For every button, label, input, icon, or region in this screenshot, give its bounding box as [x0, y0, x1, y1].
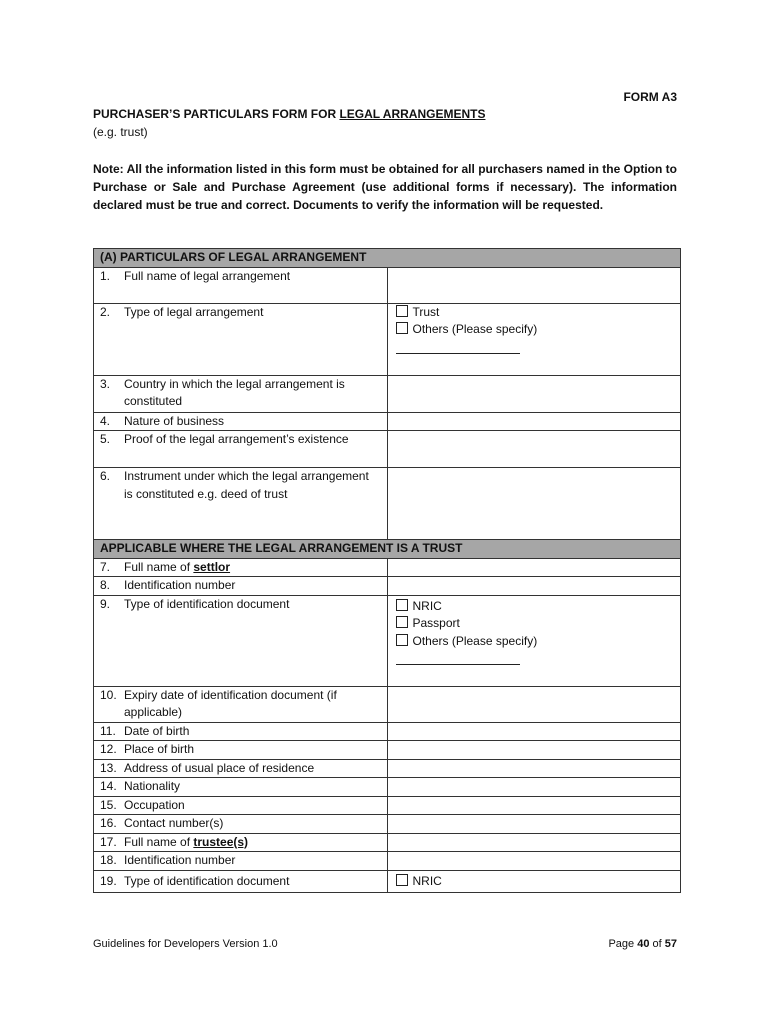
- id-expiry-field[interactable]: [387, 686, 681, 722]
- others-specify-line[interactable]: [396, 651, 520, 665]
- date-of-birth-field[interactable]: [387, 722, 681, 741]
- nric-checkbox[interactable]: [396, 599, 408, 611]
- row-label: [94, 870, 388, 892]
- form-subtitle: (e.g. trust): [93, 125, 148, 139]
- legal-arrangement-name-field[interactable]: [387, 267, 681, 303]
- item-number: 5.: [100, 432, 111, 446]
- settlor-id-number-field[interactable]: [387, 577, 681, 596]
- item-number: 8.: [100, 578, 111, 592]
- section-a-heading: (A) PARTICULARS OF LEGAL ARRANGEMENT: [94, 249, 681, 268]
- option-label: NRIC: [412, 873, 442, 888]
- item-label: Occupation: [124, 797, 185, 812]
- passport-checkbox[interactable]: [396, 616, 408, 628]
- trustee-name-field[interactable]: [387, 833, 681, 852]
- item-label: Identification number: [124, 578, 236, 592]
- item-label: Contact number(s): [124, 816, 224, 830]
- item-number: 14.: [100, 779, 117, 793]
- page-current: 40: [637, 938, 650, 950]
- item-number: 11.: [100, 723, 116, 738]
- item-number: 13.: [100, 760, 117, 775]
- option-label: NRIC: [412, 598, 442, 613]
- country-field[interactable]: [387, 375, 681, 412]
- trust-section-heading: APPLICABLE WHERE THE LEGAL ARRANGEMENT IS A TRUST: [94, 540, 681, 559]
- nature-of-business-field[interactable]: [387, 412, 681, 431]
- item-number: 18.: [100, 853, 117, 867]
- item-label: Place of birth: [124, 742, 195, 756]
- item-label: Type of legal arrangement: [124, 304, 264, 319]
- item-number: 9.: [100, 596, 111, 611]
- option-passport: [394, 615, 675, 633]
- occupation-field[interactable]: [387, 796, 681, 815]
- instrument-field[interactable]: [387, 468, 681, 540]
- option-nric: [394, 598, 675, 616]
- item-number: 3.: [100, 376, 111, 391]
- others-specify-line[interactable]: [396, 340, 520, 354]
- item-label: Full name of: [124, 834, 194, 849]
- row-label: [94, 833, 388, 852]
- particulars-table: [93, 248, 681, 893]
- option-label: Passport: [412, 616, 460, 630]
- address-field[interactable]: [387, 759, 681, 778]
- item-label: Nature of business: [124, 413, 225, 428]
- item-number: 10.: [100, 687, 117, 702]
- item-number: 17.: [100, 834, 117, 849]
- id-type-options: [387, 595, 681, 686]
- row-label: [94, 741, 388, 760]
- row-label: [94, 577, 388, 596]
- trust-checkbox[interactable]: [396, 305, 408, 317]
- trustee-id-type-options: [387, 870, 681, 892]
- item-label: Country in which the legal arrangement is constituted: [124, 376, 345, 408]
- page-prefix: Page: [608, 938, 638, 950]
- place-of-birth-field[interactable]: [387, 741, 681, 760]
- row-label: [94, 375, 388, 412]
- row-label: [94, 431, 388, 468]
- item-label: Type of identification document: [124, 873, 290, 888]
- option-nric: [394, 873, 675, 891]
- option-trust: [394, 304, 675, 322]
- item-number: 7.: [100, 559, 111, 574]
- item-number: 12.: [100, 742, 117, 756]
- nric-checkbox[interactable]: [396, 874, 408, 886]
- item-label-emphasis: settlor: [193, 559, 231, 574]
- item-number: 1.: [100, 268, 111, 283]
- item-number: 6.: [100, 469, 111, 483]
- row-label: [94, 852, 388, 871]
- form-title: [93, 107, 485, 121]
- row-label: [94, 815, 388, 834]
- item-label: Full name of legal arrangement: [124, 268, 291, 283]
- footer-document-name: Guidelines for Developers Version 1.0: [93, 938, 278, 950]
- row-label: [94, 468, 388, 540]
- trustee-id-number-field[interactable]: [387, 852, 681, 871]
- others-checkbox[interactable]: [396, 634, 408, 646]
- row-label: [94, 267, 388, 303]
- arrangement-type-options: [387, 303, 681, 375]
- title-prefix: PURCHASER’S PARTICULARS FORM FOR: [93, 107, 340, 121]
- others-checkbox[interactable]: [396, 322, 408, 334]
- footer-page-number: [608, 938, 677, 950]
- row-label: [94, 796, 388, 815]
- row-label: [94, 558, 388, 577]
- item-number: 2.: [100, 304, 111, 319]
- page-of: of: [649, 938, 665, 950]
- item-label: Expiry date of identification document (if applicable): [124, 687, 337, 719]
- option-others: [394, 633, 675, 651]
- item-label: Instrument under which the legal arrangement is constituted e.g. deed of trust: [124, 469, 369, 501]
- item-label: Full name of: [124, 559, 194, 574]
- form-id: FORM A3: [623, 90, 677, 104]
- row-label: [94, 412, 388, 431]
- item-label: Address of usual place of residence: [124, 760, 315, 775]
- item-label: Type of identification document: [124, 596, 290, 611]
- option-label: Trust: [412, 304, 440, 319]
- title-underlined: LEGAL ARRANGEMENTS: [339, 107, 486, 121]
- row-label: [94, 595, 388, 686]
- row-label: [94, 722, 388, 741]
- item-label: Identification number: [124, 853, 236, 867]
- item-number: 16.: [100, 816, 117, 830]
- page-total: 57: [664, 938, 677, 950]
- row-label: [94, 303, 388, 375]
- item-number: 4.: [100, 413, 111, 428]
- item-number: 19.: [100, 873, 117, 888]
- row-label: [94, 759, 388, 778]
- option-others: [394, 321, 675, 339]
- item-label: Date of birth: [124, 723, 190, 738]
- item-label-emphasis: trustee(s): [193, 834, 249, 849]
- item-label: Nationality: [124, 779, 181, 793]
- item-number: 15.: [100, 797, 117, 812]
- row-label: [94, 686, 388, 722]
- contact-number-field[interactable]: [387, 815, 681, 834]
- option-label: Others (Please specify): [412, 322, 538, 336]
- row-label: [94, 778, 388, 797]
- item-label: Proof of the legal arrangement’s existence: [124, 432, 349, 446]
- proof-of-existence-field[interactable]: [387, 431, 681, 468]
- settlor-name-field[interactable]: [387, 558, 681, 577]
- nationality-field[interactable]: [387, 778, 681, 797]
- form-note: Note: All the information listed in this form must be obtained for all purchasers named in the Option to Purchase or Sale and Purchase Agreement (use additional forms if necessary). The information declared must be true and correct. Documents to verify the information will be requested.: [93, 162, 677, 212]
- option-label: Others (Please specify): [412, 633, 538, 648]
